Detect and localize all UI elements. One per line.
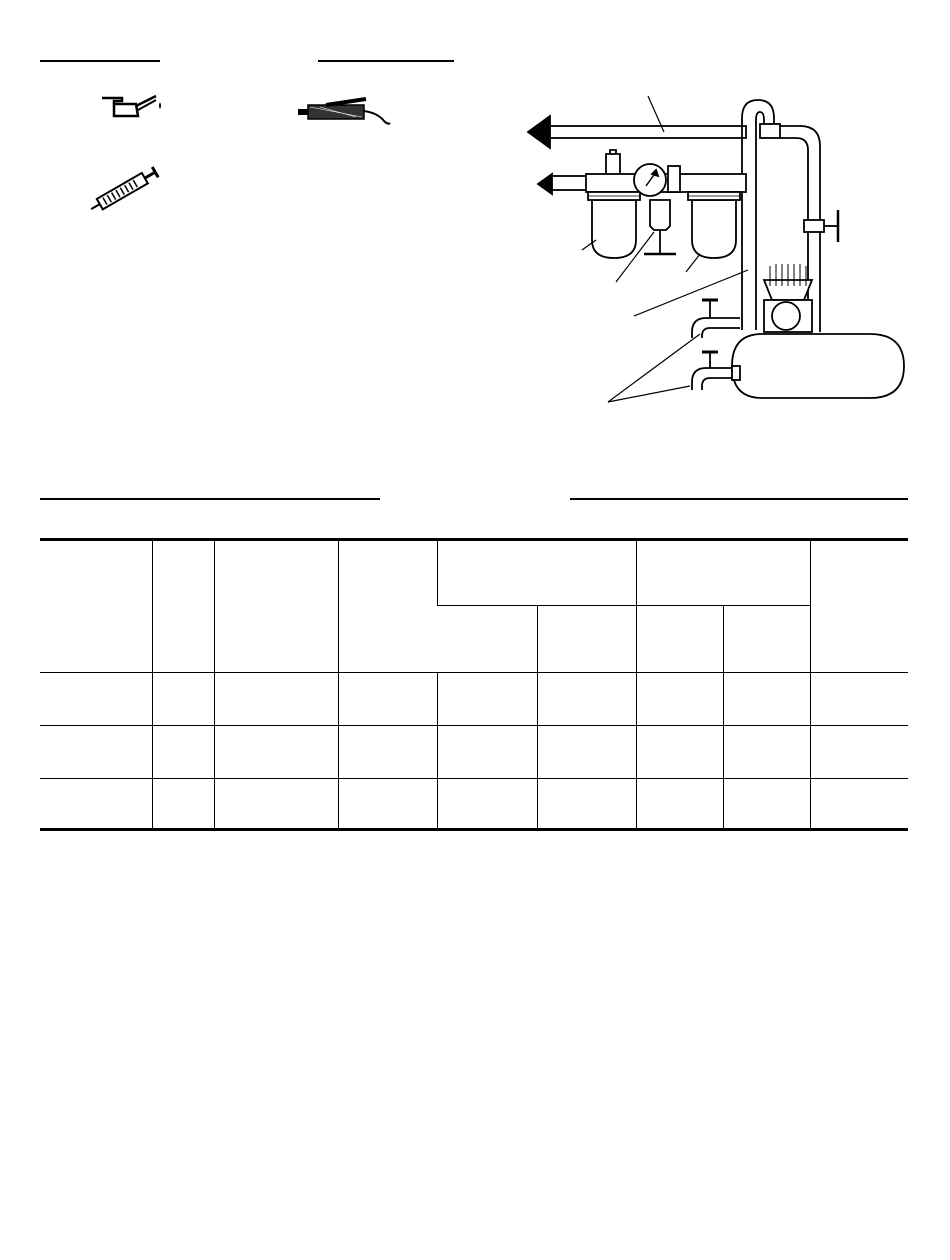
- table-cell: [636, 779, 723, 830]
- header-cell: [338, 540, 437, 673]
- syringe-icon: [82, 158, 174, 220]
- table-title-rule-left: [40, 498, 380, 500]
- table-cell: [810, 673, 908, 726]
- specification-table: [40, 538, 908, 831]
- air-tank: [732, 334, 904, 398]
- air-outlet-arrow-upper: [528, 116, 550, 148]
- table-cell: [40, 779, 152, 830]
- compressor-air-system-diagram: [520, 90, 920, 420]
- table-cell: [537, 726, 636, 779]
- table-cell: [810, 779, 908, 830]
- subheader-cell: [537, 606, 636, 673]
- oil-can-icon: [100, 92, 172, 124]
- table-cell: [723, 726, 810, 779]
- lube-legend-rule-left: [40, 60, 160, 62]
- header-cell: [152, 540, 214, 673]
- table-header-row: [40, 540, 908, 606]
- header-group-cell: [437, 540, 636, 606]
- subheader-cell: [636, 606, 723, 673]
- table-cell: [810, 726, 908, 779]
- table-row: [40, 673, 908, 726]
- table-cell: [338, 726, 437, 779]
- table-cell: [214, 726, 338, 779]
- table-title-rule-right: [570, 498, 908, 500]
- air-outlet-arrow-lower: [538, 174, 552, 194]
- table-cell: [723, 779, 810, 830]
- table-cell: [636, 726, 723, 779]
- subheader-cell: [437, 606, 537, 673]
- table-cell: [152, 673, 214, 726]
- table-cell: [636, 673, 723, 726]
- header-cell: [40, 540, 152, 673]
- table-cell: [214, 779, 338, 830]
- table-cell: [723, 673, 810, 726]
- grease-gun-icon: [296, 95, 396, 129]
- table-cell: [40, 673, 152, 726]
- table-cell: [537, 779, 636, 830]
- drain-valve-upper: [692, 300, 740, 338]
- compressor-head: [764, 264, 812, 332]
- table-row: [40, 726, 908, 779]
- table-cell: [152, 726, 214, 779]
- table-row: [40, 779, 908, 830]
- subheader-cell: [723, 606, 810, 673]
- table-cell: [40, 726, 152, 779]
- table-cell: [214, 673, 338, 726]
- lube-legend-rule-right: [318, 60, 454, 62]
- table-cell: [338, 779, 437, 830]
- table-cell: [152, 779, 214, 830]
- table-cell: [537, 673, 636, 726]
- table-cell: [437, 779, 537, 830]
- header-cell: [810, 540, 908, 673]
- table-cell: [437, 726, 537, 779]
- shutoff-valve: [804, 210, 838, 242]
- table-cell: [437, 673, 537, 726]
- header-cell: [214, 540, 338, 673]
- table-cell: [338, 673, 437, 726]
- header-group-cell: [636, 540, 810, 606]
- filter-bowl-right: [692, 200, 736, 258]
- filter-bowl-left: [592, 200, 636, 258]
